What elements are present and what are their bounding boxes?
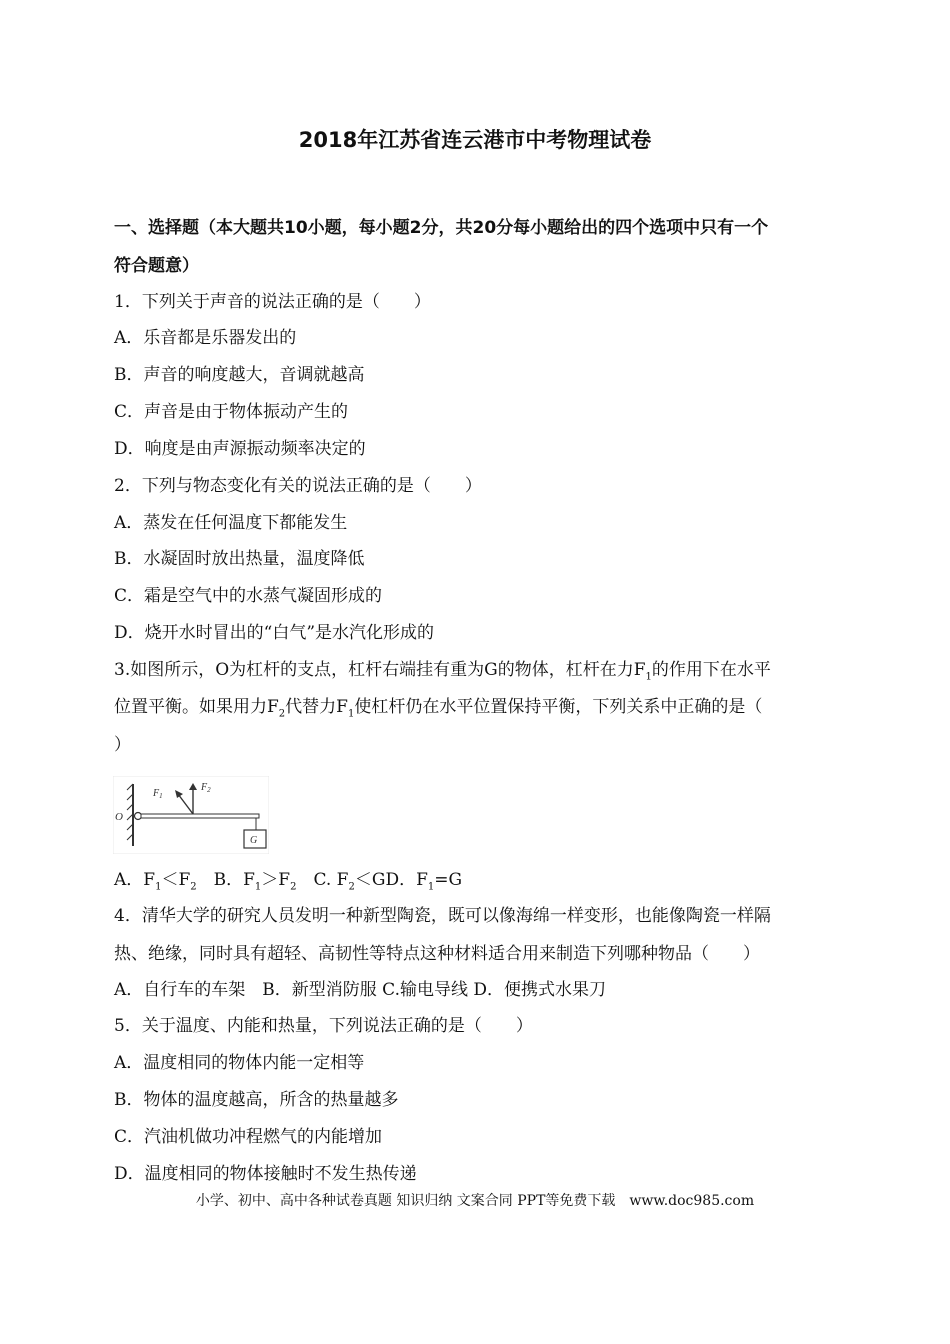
q1-stem: 1．下列关于声音的说法正确的是（ ） [114, 292, 431, 312]
q1-option-c: C．声音是由于物体振动产生的 [114, 402, 349, 422]
q2-option-c: C．霜是空气中的水蒸气凝固形成的 [114, 586, 383, 606]
pivot [135, 813, 142, 820]
q2-option-b: B．水凝固时放出热量，温度降低 [114, 549, 365, 569]
section-heading-cont: 符合题意） [114, 256, 199, 276]
q5-option-a: A．温度相同的物体内能一定相等 [114, 1053, 365, 1073]
q2-stem: 2．下列与物态变化有关的说法正确的是（ ） [114, 476, 482, 496]
q3-stem-line3: ） [114, 735, 131, 755]
lever-bar [141, 814, 259, 818]
q4-stem-line1: 4．清华大学的研究人员发明一种新型陶瓷，既可以像海绵一样变形，也能像陶瓷一样隔 [114, 906, 771, 926]
q1-option-d: D．响度是由声源振动频率决定的 [114, 439, 366, 459]
page-footer: 小学、初中、高中各种试卷真题 知识归纳 文案合同 PPT等免费下载 www.doc985.com [195, 1193, 755, 1209]
q5-stem: 5．关于温度、内能和热量，下列说法正确的是（ ） [114, 1016, 533, 1036]
q4-stem-line2: 热、绝缘，同时具有超轻、高韧性等特点这种材料适合用来制造下列哪种物品（ ） [114, 944, 760, 964]
q5-option-b: B．物体的温度越高，所含的热量越多 [114, 1090, 399, 1110]
q2-option-a: A．蒸发在任何温度下都能发生 [114, 513, 348, 533]
label-g: G [250, 835, 258, 846]
section-heading: 一、选择题（本大题共10小题，每小题2分，共20分每小题给出的四个选项中只有一个 [114, 218, 769, 238]
lever-figure [113, 776, 269, 854]
q3-stem-line2: 位置平衡。如果用力$F_2$代替力$F_1$使杠杆仍在水平位置保持平衡，下列关系中正确的是（ [114, 697, 763, 720]
q1-option-b: B．声音的响度越大，音调就越高 [114, 365, 365, 385]
label-f2: $F_2$ [201, 782, 211, 794]
q5-option-d: D．温度相同的物体接触时不发生热传递 [114, 1164, 417, 1184]
q4-options: A．自行车的车架 B．新型消防服 C.输电导线 D．便携式水果刀 [114, 980, 607, 1000]
q1-option-a: A．乐音都是乐器发出的 [114, 328, 297, 348]
q5-option-c: C．汽油机做功冲程燃气的内能增加 [114, 1127, 383, 1147]
q2-option-d: D．烧开水时冒出的“白气”是水汽化形成的 [114, 623, 435, 643]
q3-stem-line1: 3.如图所示，O为杠杆的支点，杠杆右端挂有重为G的物体，杠杆在力$F_1$的作用下在水平 [114, 660, 771, 683]
q3-options: A．$F_1<F_2$ B．$F_1>F_2$ C. $F_2<GD$．$F_1=G$ [114, 870, 463, 893]
label-o: O [115, 811, 123, 823]
label-f1: $F_1$ [153, 788, 163, 800]
page-title: 2018年江苏省连云港市中考物理试卷 [298, 128, 652, 152]
